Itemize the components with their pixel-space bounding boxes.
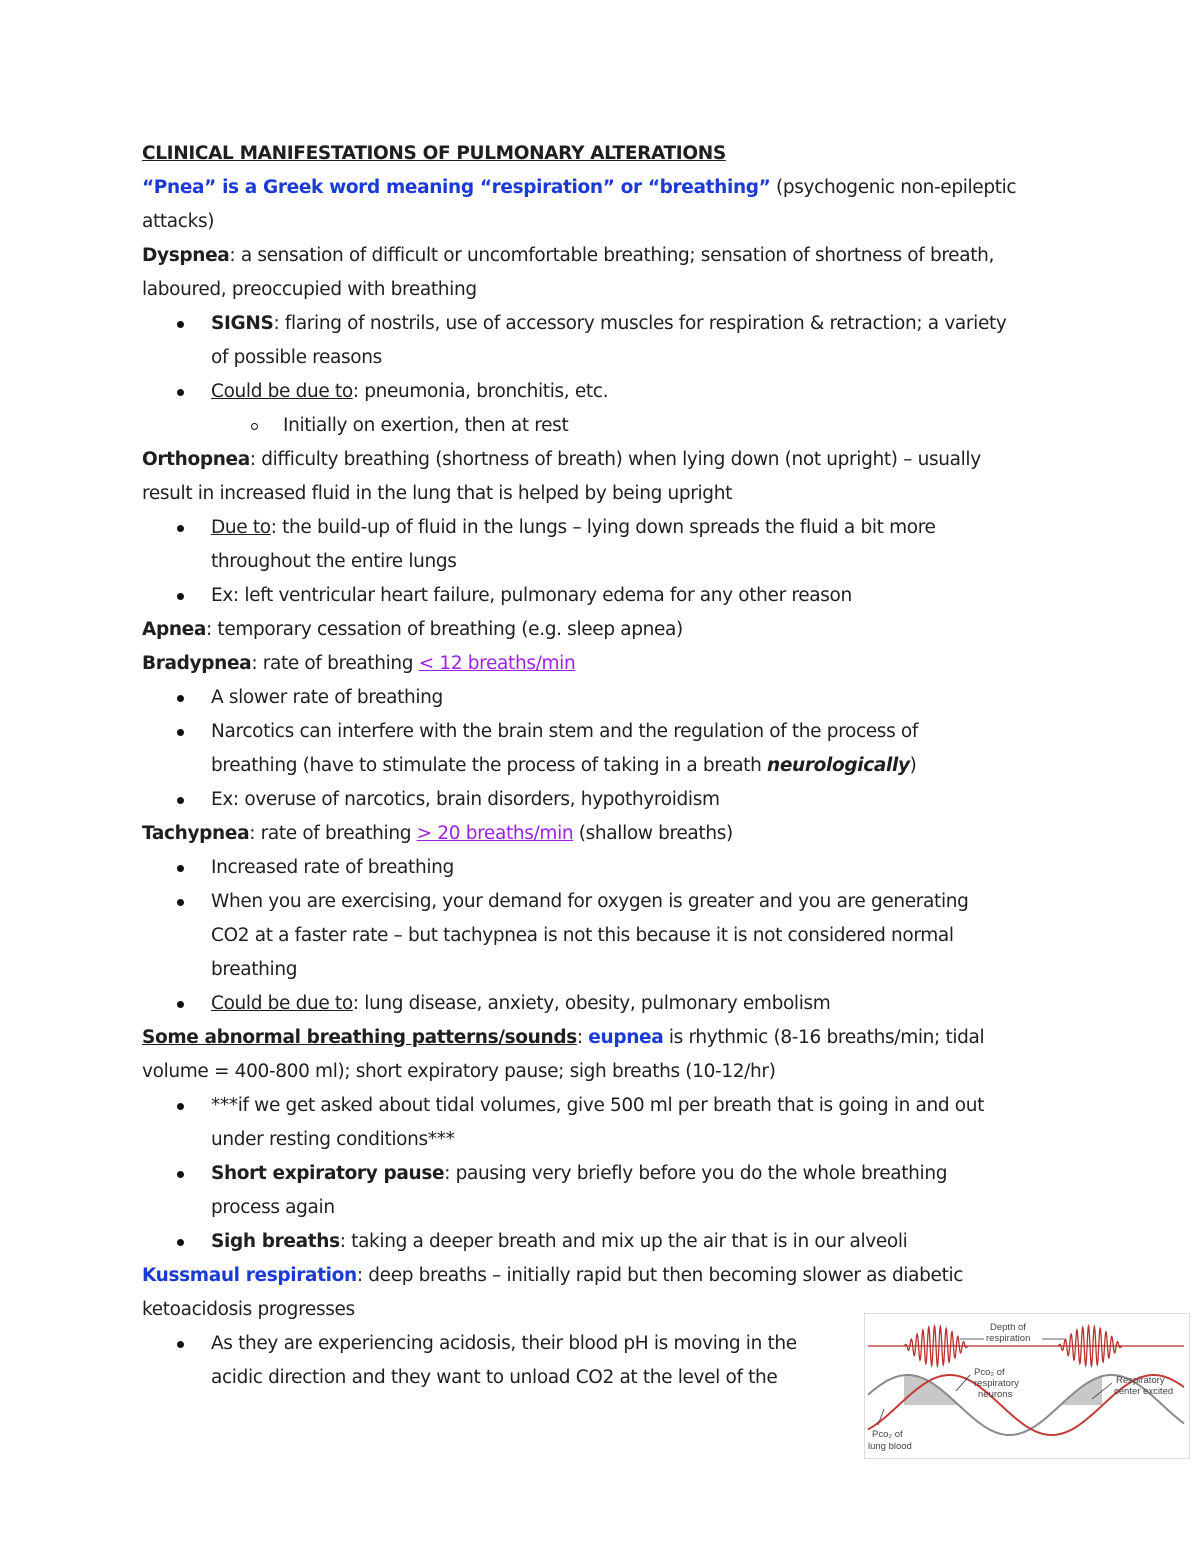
dyspnea-def: : a sensation of difficult or uncomfortable breathing; sensation of shortness of breath, bbox=[229, 245, 995, 266]
kussmaul-def: : deep breaths – initially rapid but then becoming slower as diabetic bbox=[356, 1265, 964, 1286]
orthopnea-def: : difficulty breathing (shortness of breath) when lying down (not upright) – usually bbox=[249, 449, 981, 470]
list-item: Ex: overuse of narcotics, brain disorders, hypothyroidism bbox=[211, 789, 720, 810]
bradypnea-line bbox=[142, 652, 575, 676]
list-item: As they are experiencing acidosis, their blood pH is moving in the bbox=[211, 1333, 797, 1354]
pco2-neurons-label: neurons bbox=[978, 1389, 1013, 1400]
list-item bbox=[211, 1162, 947, 1186]
apnea-line bbox=[142, 618, 683, 642]
apnea-term: Apnea bbox=[142, 619, 207, 640]
patterns-line bbox=[142, 1026, 984, 1050]
bullet-icon bbox=[177, 695, 184, 702]
apnea-def: : temporary cessation of breathing (e.g. sleep apnea) bbox=[206, 619, 683, 640]
tachypnea-term: Tachypnea bbox=[142, 823, 250, 844]
orthopnea-def-cont: result in increased fluid in the lung that is helped by being upright bbox=[142, 483, 732, 504]
pause-label: Short expiratory pause bbox=[211, 1163, 445, 1184]
dyspnea-def-cont: laboured, preoccupied with breathing bbox=[142, 279, 477, 300]
signs-text: : flaring of nostrils, use of accessory muscles for respiration & retraction; a variety bbox=[273, 313, 1007, 334]
bradypnea-term: Bradypnea bbox=[142, 653, 252, 674]
hollow-bullet-icon bbox=[251, 423, 258, 430]
pco2-lung-label: lung blood bbox=[868, 1441, 912, 1452]
sigh-label: Sigh breaths bbox=[211, 1231, 340, 1252]
list-item-cont: acidic direction and they want to unload CO2 at the level of the bbox=[211, 1367, 778, 1388]
pause-text: : pausing very briefly before you do the whole breathing bbox=[444, 1163, 948, 1184]
tachypnea-note: (shallow breaths) bbox=[573, 823, 733, 844]
kussmaul-def-cont: ketoacidosis progresses bbox=[142, 1299, 355, 1320]
respiration-diagram bbox=[864, 1313, 1190, 1459]
due-label: Due to bbox=[211, 517, 271, 538]
list-item: Ex: left ventricular heart failure, pulmonary edema for any other reason bbox=[211, 585, 852, 606]
bullet-icon bbox=[177, 1239, 184, 1246]
pnea-line bbox=[142, 176, 1016, 200]
due-text: : lung disease, anxiety, obesity, pulmonary embolism bbox=[352, 993, 831, 1014]
tachypnea-rate-link[interactable]: > 20 breaths/min bbox=[416, 823, 574, 844]
list-item bbox=[211, 312, 1006, 336]
dyspnea-term: Dyspnea bbox=[142, 245, 230, 266]
bullet-icon bbox=[177, 593, 184, 600]
list-item bbox=[211, 992, 830, 1016]
bullet-icon bbox=[177, 389, 184, 396]
bullet-icon bbox=[177, 1341, 184, 1348]
list-item bbox=[211, 516, 936, 540]
kussmaul-line bbox=[142, 1264, 963, 1288]
list-item bbox=[211, 1230, 907, 1254]
pco2-lung-label: Pco₂ of bbox=[872, 1429, 903, 1440]
due-text: : the build-up of fluid in the lungs – lying down spreads the fluid a bit more bbox=[270, 517, 936, 538]
eupnea-term: eupnea bbox=[588, 1027, 664, 1048]
center-label: center excited bbox=[1114, 1386, 1174, 1397]
bullet-icon bbox=[177, 1171, 184, 1178]
depth-label: respiration bbox=[986, 1333, 1031, 1344]
text-span: breathing (have to stimulate the process of taking in a breath bbox=[211, 755, 767, 776]
signs-label: SIGNS bbox=[211, 313, 274, 334]
page-title: CLINICAL MANIFESTATIONS OF PULMONARY ALTERATIONS bbox=[142, 143, 726, 164]
list-item-cont: throughout the entire lungs bbox=[211, 551, 457, 572]
list-item-cont bbox=[211, 754, 917, 778]
bullet-icon bbox=[177, 797, 184, 804]
list-item: When you are exercising, your demand for oxygen is greater and you are generating bbox=[211, 891, 969, 912]
depth-label: Depth of bbox=[990, 1322, 1026, 1333]
kussmaul-term: Kussmaul respiration bbox=[142, 1265, 357, 1286]
orthopnea-line bbox=[142, 448, 981, 472]
due-text: : pneumonia, bronchitis, etc. bbox=[352, 381, 609, 402]
pnea-note-cont: attacks) bbox=[142, 211, 215, 232]
sub-list-item: Initially on exertion, then at rest bbox=[283, 415, 569, 436]
list-item: ***if we get asked about tidal volumes, give 500 ml per breath that is going in and out bbox=[211, 1095, 985, 1116]
bullet-icon bbox=[177, 321, 184, 328]
list-item: Increased rate of breathing bbox=[211, 857, 454, 878]
list-item-cont: process again bbox=[211, 1197, 335, 1218]
bullet-icon bbox=[177, 1001, 184, 1008]
eupnea-def-cont: volume = 400-800 ml); short expiratory pause; sigh breaths (10-12/hr) bbox=[142, 1061, 776, 1082]
patterns-heading: Some abnormal breathing patterns/sounds bbox=[142, 1027, 577, 1048]
list-item: Narcotics can interfere with the brain stem and the regulation of the process of bbox=[211, 721, 919, 742]
emphasis-text: neurologically bbox=[767, 755, 910, 776]
bullet-icon bbox=[177, 729, 184, 736]
sigh-text: : taking a deeper breath and mix up the air that is in our alveoli bbox=[339, 1231, 908, 1252]
due-label: Could be due to bbox=[211, 381, 353, 402]
dyspnea-line bbox=[142, 244, 994, 268]
pnea-definition: “Pnea” is a Greek word meaning “respiration” or “breathing” bbox=[142, 177, 771, 198]
text-span: ) bbox=[909, 755, 917, 776]
tachypnea-def: : rate of breathing bbox=[249, 823, 417, 844]
eupnea-def: is rhythmic (8-16 breaths/min; tidal bbox=[663, 1027, 985, 1048]
list-item-cont: under resting conditions*** bbox=[211, 1129, 455, 1150]
list-item-cont: CO2 at a faster rate – but tachypnea is not this because it is not considered normal bbox=[211, 925, 954, 946]
list-item bbox=[211, 380, 608, 404]
list-item-cont: of possible reasons bbox=[211, 347, 382, 368]
pco2-neurons-label: respiratory bbox=[974, 1378, 1019, 1389]
pnea-note: (psychogenic non-epileptic bbox=[770, 177, 1017, 198]
center-label: Respiratory bbox=[1116, 1375, 1165, 1386]
bullet-icon bbox=[177, 899, 184, 906]
due-label: Could be due to bbox=[211, 993, 353, 1014]
bradypnea-def: : rate of breathing bbox=[251, 653, 419, 674]
bullet-icon bbox=[177, 865, 184, 872]
list-item: A slower rate of breathing bbox=[211, 687, 443, 708]
bradypnea-rate-link[interactable]: < 12 breaths/min bbox=[418, 653, 576, 674]
pco2-neurons-label: Pco₂ of bbox=[974, 1367, 1005, 1378]
bullet-icon bbox=[177, 1103, 184, 1110]
bullet-icon bbox=[177, 525, 184, 532]
text-span: : bbox=[576, 1027, 589, 1048]
orthopnea-term: Orthopnea bbox=[142, 449, 250, 470]
list-item-cont: breathing bbox=[211, 959, 298, 980]
tachypnea-line bbox=[142, 822, 733, 846]
